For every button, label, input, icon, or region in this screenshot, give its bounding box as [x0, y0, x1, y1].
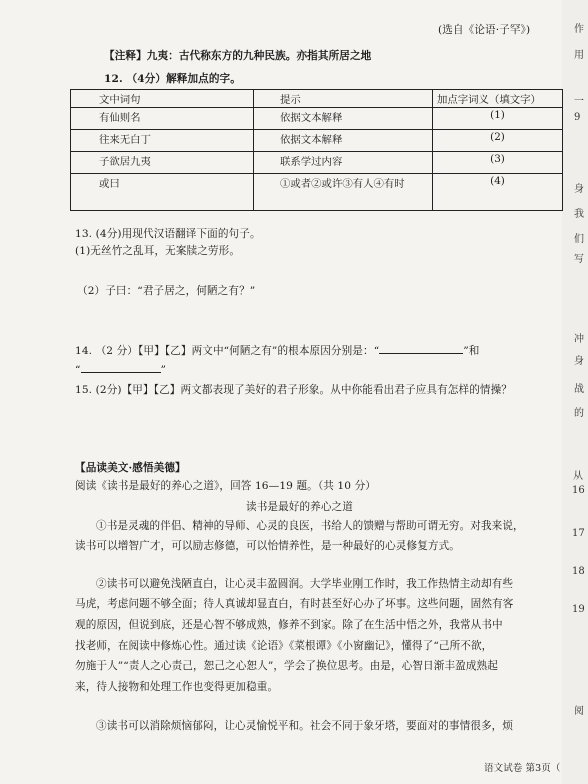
table-row — [71, 108, 563, 130]
phrase-cell: 有仙则名 — [71, 108, 254, 130]
paragraph-1-line: ①书是灵魂的伴侣、精神的导师、心灵的良医，书给人的馈赠与帮助可谓无穷。对我来说， — [96, 520, 524, 532]
hint-cell: 依据文本解释 — [254, 108, 433, 130]
paragraph-3-line: ③读书可以消除烦恼郁闷，让心灵愉悦平和。社会不同于象牙塔，要面对的事情很多，烦 — [96, 720, 514, 732]
edge-char: 我 — [574, 209, 584, 220]
q14-mid: ”和 — [463, 345, 480, 357]
edge-char: 18 — [572, 566, 585, 577]
phrase-cell: 子欲居九夷 — [71, 152, 254, 174]
q12-table — [70, 89, 563, 211]
edge-char: 们 — [574, 234, 584, 245]
edge-char: 的 — [574, 408, 584, 419]
paragraph-2-line: ②读书可以避免浅陋直白，让心灵丰盈圆润。大学毕业刚工作时，我工作热情主动却有些 — [96, 578, 514, 590]
paragraph-2-line: 来，待人接物和处理工作也变得更加稳重。 — [75, 681, 279, 693]
phrase-cell: 或曰 — [71, 174, 254, 211]
page-footer: 语文试卷 第3页（ — [484, 763, 561, 774]
edge-char: 战 — [574, 384, 584, 395]
q13-title: 13. (4分)用现代汉语翻译下面的句子。 — [75, 228, 261, 240]
hint-cell: ①或者②或许③有人④有时 — [254, 174, 433, 211]
q13-sentence-1: (1)无丝竹之乱耳，无案牍之劳形。 — [75, 245, 241, 257]
q14-line-1 — [75, 343, 479, 358]
answer-blank-cell[interactable]: (2) — [433, 130, 563, 152]
edge-char: 从 — [573, 471, 583, 482]
edge-char: 19 — [572, 604, 585, 615]
reading-intro: 阅读《读书是最好的养心之道》，回答 16—19 题。（共 10 分） — [75, 480, 376, 492]
table-row — [71, 174, 563, 211]
edge-char: 阅 — [574, 706, 584, 717]
phrase-cell: 往来无白丁 — [71, 130, 254, 152]
edge-char: 冲 — [574, 334, 584, 345]
q14-quote-close: ” — [160, 364, 167, 376]
edge-char: 16 — [572, 485, 585, 496]
q13-sentence-2: （2）子曰：“君子居之，何陋之有？” — [77, 285, 256, 297]
paragraph-2-line: 观的原因，但说到底，还是心智不够成熟，修养不到家。除了在生活中悟之外，我常从书中 — [75, 619, 503, 631]
source-citation: (选自《论语·子罕》) — [438, 24, 531, 36]
answer-blank-cell[interactable]: (4) — [433, 174, 563, 211]
edge-char: 身 — [574, 184, 584, 195]
answer-blank-cell[interactable]: (3) — [433, 152, 563, 174]
table-row — [71, 152, 563, 174]
paragraph-2-line: 找老师，在阅读中修炼心性。通过读《论语》《菜根谭》《小窗幽记》，懂得了“己所不欲， — [75, 640, 493, 652]
hint-cell: 联系学过内容 — [254, 152, 433, 174]
q14-line-2 — [75, 362, 166, 377]
edge-char: 一 — [574, 96, 584, 107]
edge-char: 9 — [574, 112, 581, 123]
table-header-cell: 文中词句 — [71, 90, 254, 108]
section-heading: 【品读美文·感悟美德】 — [75, 462, 186, 474]
q14-quote-open: “ — [75, 364, 81, 376]
annotation-note: 【注释】九夷：古代称东方的九种民族。亦指其所居之地 — [104, 50, 372, 62]
q14-text: 14. （2 分）【甲】【乙】两文中“何陋之有”的根本原因分别是：“ — [75, 345, 380, 357]
table-header-cell: 提示 — [254, 90, 433, 108]
paragraph-1-line: 读书可以增智广才，可以励志修德，可以怡情养性，是一种最好的心灵修复方式。 — [75, 540, 460, 552]
q15-question: 15. (2分)【甲】【乙】两文都表现了美好的君子形象。从中你能看出君子应具有怎样的情操？ — [75, 384, 512, 396]
article-title: 读书是最好的养心之道 — [246, 501, 353, 513]
paragraph-2-line: 马虎，考虑问题不够全面；待人真诚却显直白，有时甚至好心办了坏事。这些问题，固然有客 — [75, 598, 514, 610]
answer-blank-cell[interactable]: (1) — [433, 108, 563, 130]
q12-title: 12. （4分）解释加点的字。 — [104, 73, 241, 85]
edge-char: 作 — [574, 24, 584, 35]
hint-cell: 依据文本解释 — [254, 130, 433, 152]
answer-blank[interactable] — [379, 343, 463, 354]
edge-char: 17 — [572, 528, 585, 539]
table-header-cell: 加点字词义（填文字） — [433, 90, 563, 108]
paragraph-2-line: 勿施于人”“责人之心责己，恕己之心恕人”，学会了换位思考。由是，心智日渐丰盈成熟起 — [75, 660, 498, 672]
table-row — [71, 130, 563, 152]
table-header-row — [71, 90, 563, 108]
edge-char: 用 — [574, 50, 584, 61]
answer-blank[interactable] — [81, 362, 161, 373]
edge-char: 身 — [574, 356, 584, 367]
edge-char: 写 — [574, 254, 584, 265]
